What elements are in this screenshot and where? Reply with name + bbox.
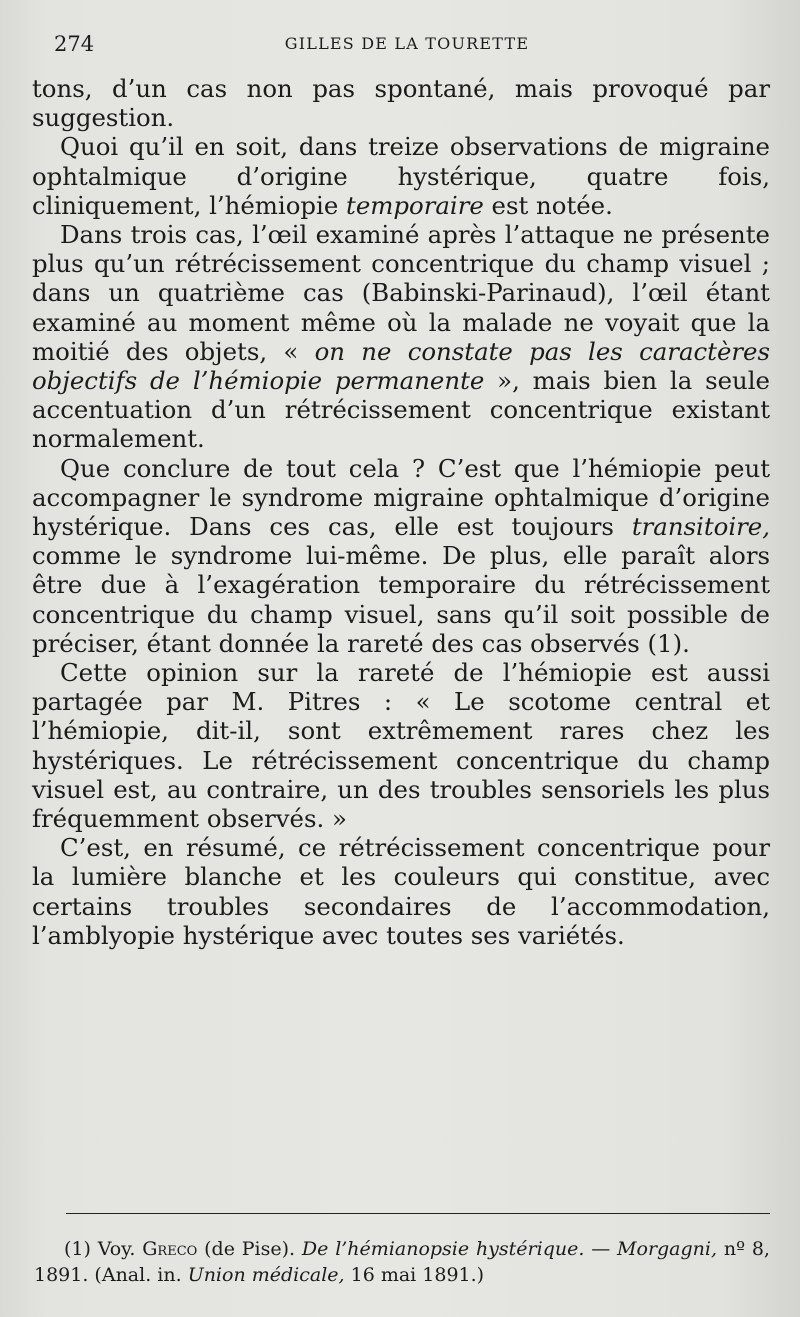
footnote-journal-2: Union médicale, [187, 1264, 345, 1286]
page-header [54, 30, 760, 58]
paragraph-2-text-a: Quoi qu’il en soit, dans treize observations de migraine ophtalmique d’origine hystérique, quatre fois, cliniquement, l’hémiopie [32, 132, 770, 220]
footnote-text-c: — [584, 1238, 618, 1260]
paragraph-5-text: Cette opinion sur la rareté de l’hémiopie est aussi partagée par M. Pitres : « Le scotome central et l’hémiopie, dit-il, sont extrêmement rares chez les hystériques. Le rétrécissement concentrique du champ visuel est, au contraire, un des troubles sensoriels les plus fréquemment observés. » [32, 658, 770, 834]
paragraph-3-text-a: Dans trois cas, l’œil examiné après l’attaque ne présente plus qu’un rétrécissement concentrique du champ visuel ; dans un quatrième cas (Babinski-Parinaud), l’œil étant examiné au moment même où la malade ne voyait que la moitié des objets, « [32, 220, 770, 366]
paragraph-2-text-b: est notée. [483, 190, 613, 220]
body-text [32, 74, 770, 950]
paragraph-2-emphasis: temporaire [346, 190, 484, 220]
paragraph-6-text: C’est, en résumé, ce rétrécissement concentrique pour la lumière blanche et les couleurs qui constitue, avec certains troubles secondaires de l’accommodation, l’amblyopie hystérique avec toutes ses variétés. [32, 833, 770, 950]
footnote-title: De l’hémianopsie hystérique. [301, 1238, 585, 1260]
footnote-text-a: (1) Voy. [64, 1238, 143, 1260]
footnote-author: Greco [142, 1238, 198, 1260]
paragraph-3-text-b: », mais bien la seule accentuation d’un rétrécissement concentrique existant normalement. [32, 366, 770, 454]
paragraph-1 [32, 74, 770, 132]
paragraph-3-emphasis: on ne constate pas les caractères objectifs de l’hémiopie permanente [32, 336, 770, 396]
paragraph-2 [32, 132, 770, 220]
footnote-text-b: (de Pise). [197, 1238, 302, 1260]
paragraph-4-text-b: comme le syndrome lui-même. De plus, elle paraît alors être due à l’exagération temporaire du rétrécissement concentrique du champ visuel, sans qu’il soit possible de préciser, étant donnée la rareté des cas observés (1). [32, 541, 770, 658]
footnote-rule [66, 1213, 770, 1214]
paragraph-1-text: tons, d’un cas non pas spontané, mais provoqué par suggestion. [32, 74, 770, 133]
running-title: GILLES DE LA TOURETTE [284, 34, 530, 53]
paragraph-5 [32, 658, 770, 833]
paragraph-4 [32, 454, 770, 658]
footnote [34, 1236, 770, 1288]
page-number: 274 [54, 32, 95, 56]
paragraph-4-emphasis: transitoire, [631, 512, 770, 542]
footnote-text-e: 16 mai 1891.) [344, 1264, 485, 1286]
footnote-text-d: nº 8, 1891. (Anal. in. [34, 1238, 770, 1286]
footnote-journal: Morgagni, [617, 1238, 718, 1260]
paragraph-4-text-a: Que conclure de tout cela ? C’est que l’hémiopie peut accompagner le syndrome migraine ophtalmique d’origine hystérique. Dans ces cas, elle est toujours [32, 453, 770, 542]
paragraph-3 [32, 220, 770, 454]
paragraph-6 [32, 833, 770, 950]
footnote-1 [34, 1236, 770, 1288]
